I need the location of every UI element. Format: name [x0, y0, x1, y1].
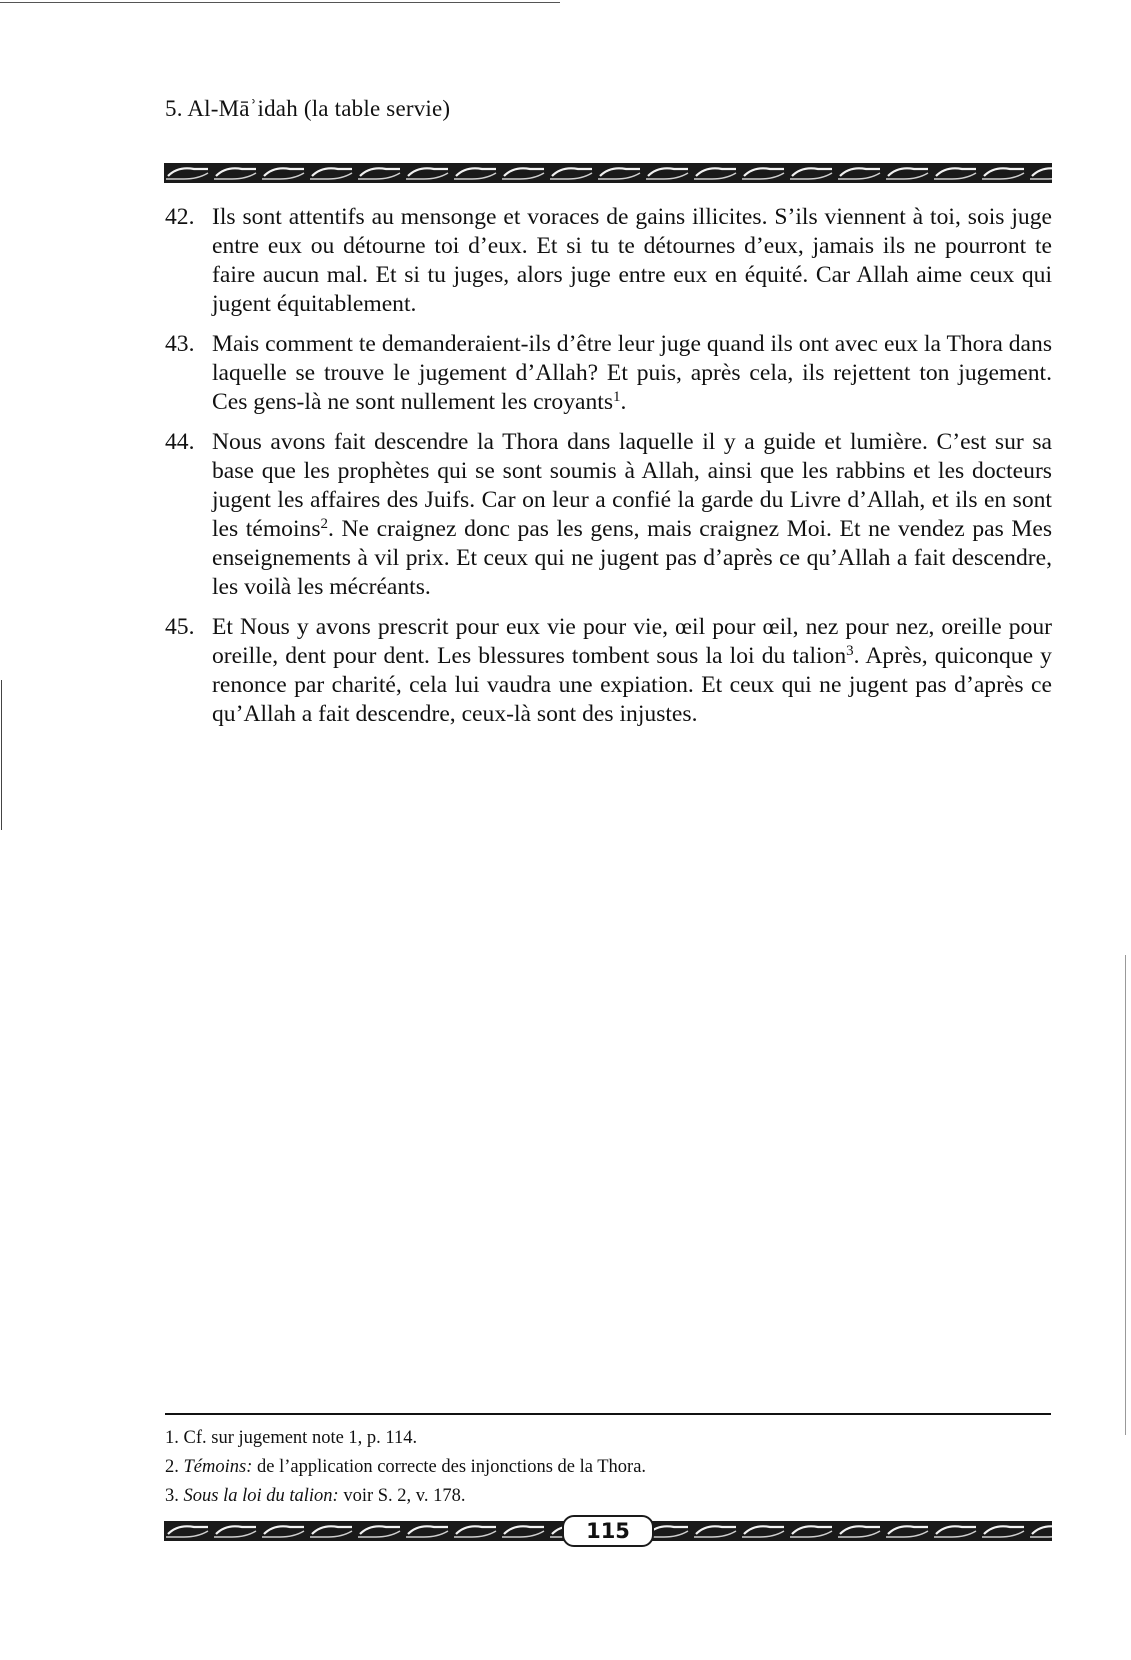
verse-text-part-b: . Après, quiconque y renonce par charité, cela lui vaudra une expiation. Et ceux qui ne jugent pas d’après ce qu’Allah a fait descendre, ceux-là sont des injustes. — [212, 643, 1052, 727]
verse-45 — [165, 613, 1052, 729]
scan-edge-line — [0, 2, 560, 3]
footnote-2 — [165, 1455, 1051, 1479]
verse-42 — [165, 203, 1052, 319]
verse-text-part-a: Et Nous y avons prescrit pour eux vie pour vie, œil pour œil, nez pour nez, oreille pour oreille, dent pour dent. Les blessures tombent sous la loi du talion — [212, 614, 1052, 669]
verse-list — [165, 203, 1052, 740]
footnote-ref-3: 3 — [846, 643, 854, 659]
footnote-divider — [165, 1413, 1051, 1415]
footnote-number: 3. — [165, 1486, 179, 1506]
footnote-number: 1. — [165, 1428, 179, 1448]
footnote-number: 2. — [165, 1457, 179, 1477]
verse-text — [212, 330, 1052, 417]
footnote-ref-1: 1 — [613, 389, 621, 405]
verse-number: 44. — [165, 429, 195, 455]
footnote-ref-2: 2 — [320, 516, 329, 532]
verse-44 — [165, 428, 1052, 602]
footnote-text: de l’application correcte des injonctions de la Thora. — [252, 1457, 647, 1477]
verse-text-end: . — [620, 389, 627, 415]
footnote-3 — [165, 1484, 1051, 1508]
verse-number: 45. — [165, 614, 195, 640]
verse-text-body: Mais comment te demanderaient-ils d’être leur juge quand ils ont avec eux la Thora dans laquelle se trouve le jugement d’Allah? Et puis, après cela, ils rejettent ton jugement. Ces gens-là ne sont nullement les croyants — [212, 331, 1052, 415]
footnote-term: Sous la loi du talion: — [183, 1486, 339, 1506]
verse-text-part-b: . Ne craignez donc pas les gens, mais craignez Moi. Et ne vendez pas Mes enseignements à vil prix. Et ceux qui ne jugent pas d’après ce qu’Allah a fait descendre, les voilà les mécréants. — [212, 516, 1052, 600]
ornament-pattern-top — [164, 163, 1052, 183]
footnote-text: voir S. 2, v. 178. — [338, 1486, 466, 1506]
verse-text — [212, 428, 1052, 602]
footnote-1 — [165, 1426, 1051, 1450]
verse-number: 43. — [165, 331, 195, 357]
surah-header: 5. Al-Māʾidah (la table servie) — [165, 96, 451, 121]
ornamental-band-top — [164, 163, 1052, 183]
page-number: 115 — [562, 1515, 654, 1547]
verse-text — [212, 613, 1052, 729]
scan-edge-mark-right — [1125, 955, 1126, 1435]
verse-number: 42. — [165, 204, 195, 230]
verse-text: Ils sont attentifs au mensonge et voraces de gains illicites. S’ils viennent à toi, sois juge entre eux ou détourne toi d’eux. Et si tu te détournes d’eux, jamais ils ne pourront te faire aucun mal. Et si tu juges, alors juge entre eux en équité. Car Allah aime ceux qui jugent équitablement. — [212, 204, 1052, 317]
footnote-text: Cf. sur jugement note 1, p. 114. — [183, 1428, 418, 1448]
verse-43 — [165, 330, 1052, 417]
scan-edge-mark-left — [1, 680, 2, 830]
verse-text-part-a: Nous avons fait descendre la Thora dans laquelle il y a guide et lumière. C’est sur sa base que les prophètes qui se sont soumis à Allah, ainsi que les rabbins et les docteurs jugent les affaires des Juifs. Car on leur a confié la garde du Livre d’Allah, et ils en sont les témoins — [212, 429, 1052, 542]
footnote-list — [165, 1426, 1051, 1513]
footnote-term: Témoins: — [183, 1457, 253, 1477]
